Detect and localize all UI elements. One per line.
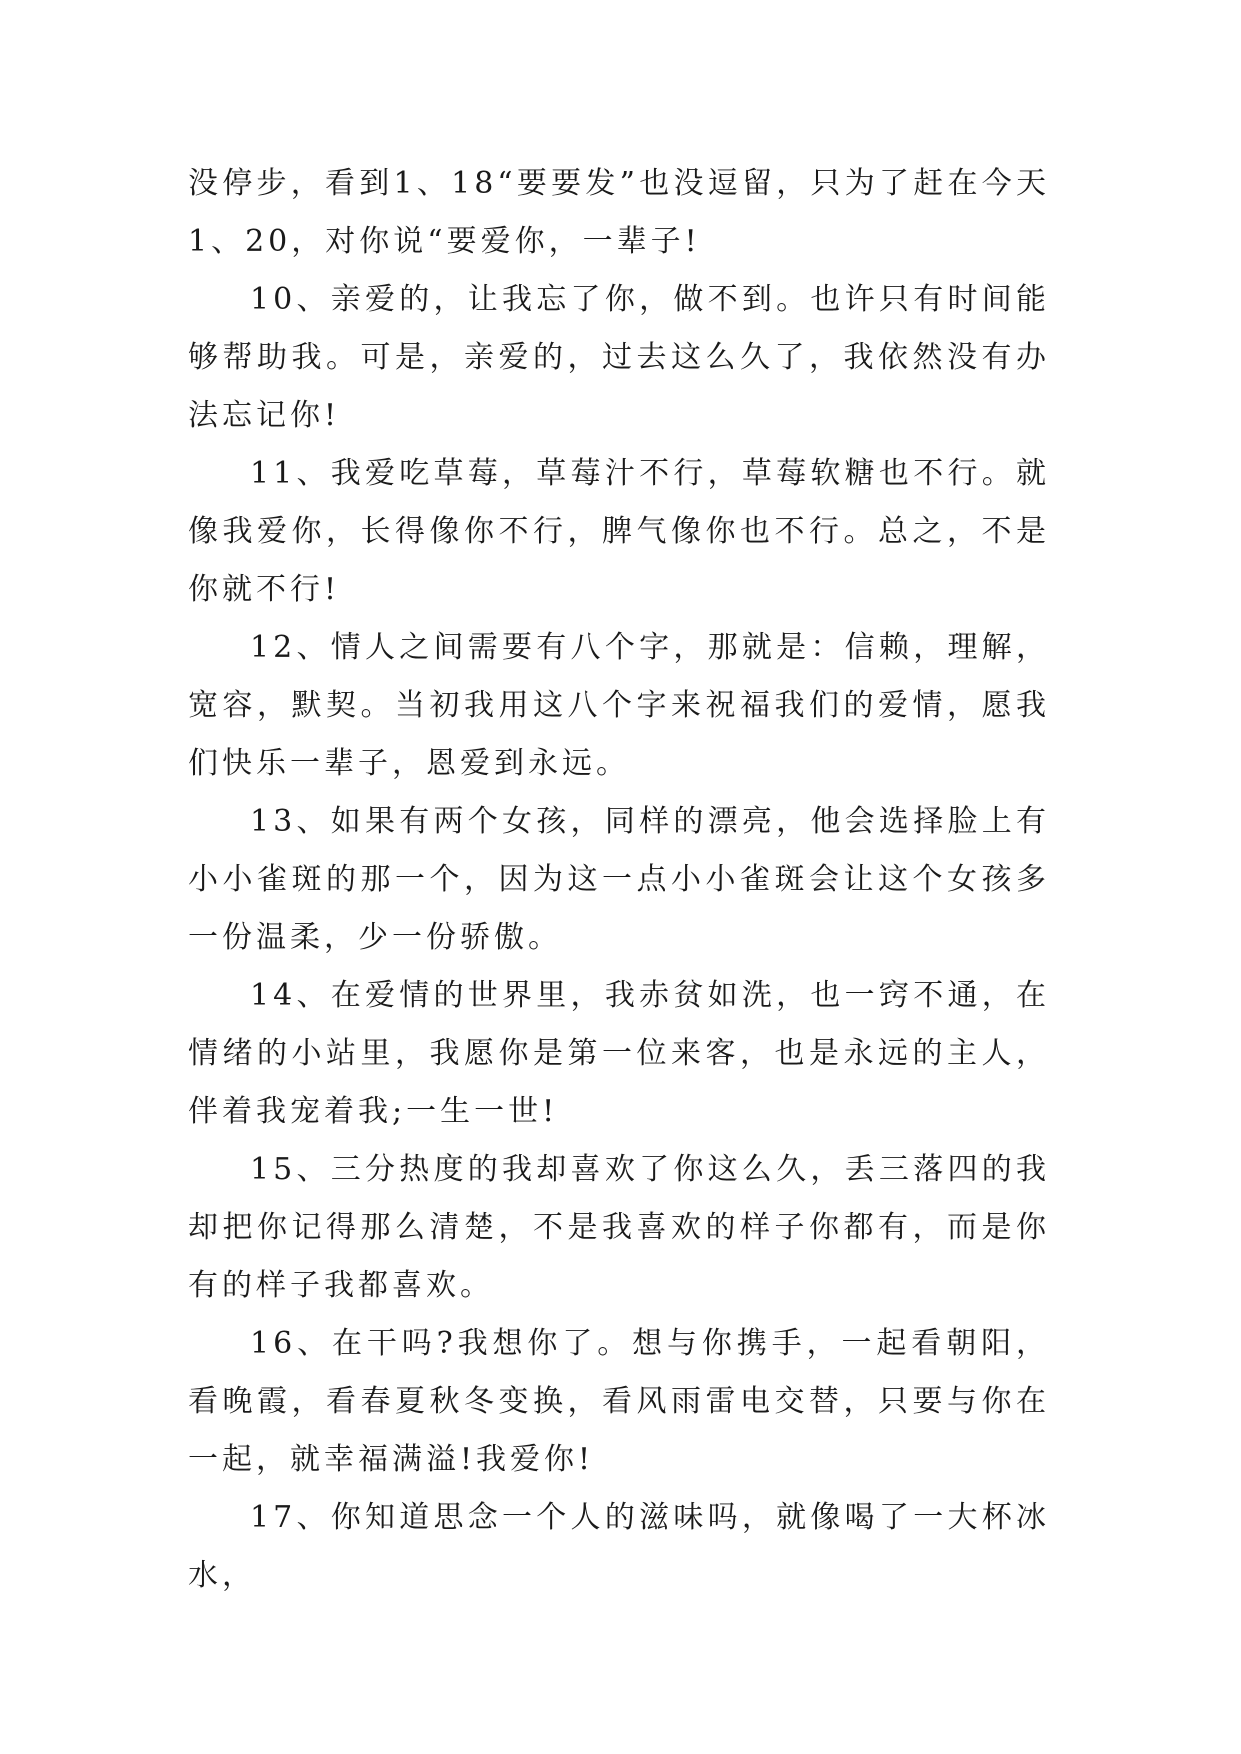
paragraph-continuation: 没停步，看到1、18“要要发”也没逗留，只为了赶在今天1、20，对你说“要爱你，一辈子!	[188, 166, 1050, 259]
paragraph-17: 17、你知道思念一个人的滋味吗，就像喝了一大杯冰水，	[188, 1500, 1050, 1593]
document-body	[188, 155, 1050, 1605]
paragraph-12: 12、情人之间需要有八个字，那就是：信赖，理解，宽容，默契。当初我用这八个字来祝福我们的爱情，愿我们快乐一辈子，恩爱到永远。	[188, 630, 1050, 781]
paragraph-11: 11、我爱吃草莓，草莓汁不行，草莓软糖也不行。就像我爱你，长得像你不行，脾气像你也不行。总之，不是你就不行!	[188, 456, 1050, 607]
paragraph-16: 16、在干吗?我想你了。想与你携手，一起看朝阳，看晚霞，看春夏秋冬变换，看风雨雷电交替，只要与你在一起，就幸福满溢!我爱你!	[188, 1326, 1050, 1477]
paragraph-13: 13、如果有两个女孩，同样的漂亮，他会选择脸上有小小雀斑的那一个，因为这一点小小雀斑会让这个女孩多一份温柔，少一份骄傲。	[188, 804, 1050, 955]
paragraph-15: 15、三分热度的我却喜欢了你这么久，丢三落四的我却把你记得那么清楚，不是我喜欢的样子你都有，而是你有的样子我都喜欢。	[188, 1152, 1050, 1303]
paragraph-14: 14、在爱情的世界里，我赤贫如洗，也一窍不通，在情绪的小站里，我愿你是第一位来客，也是永远的主人，伴着我宠着我;一生一世!	[188, 978, 1050, 1129]
paragraph-10: 10、亲爱的，让我忘了你，做不到。也许只有时间能够帮助我。可是，亲爱的，过去这么久了，我依然没有办法忘记你!	[188, 282, 1050, 433]
